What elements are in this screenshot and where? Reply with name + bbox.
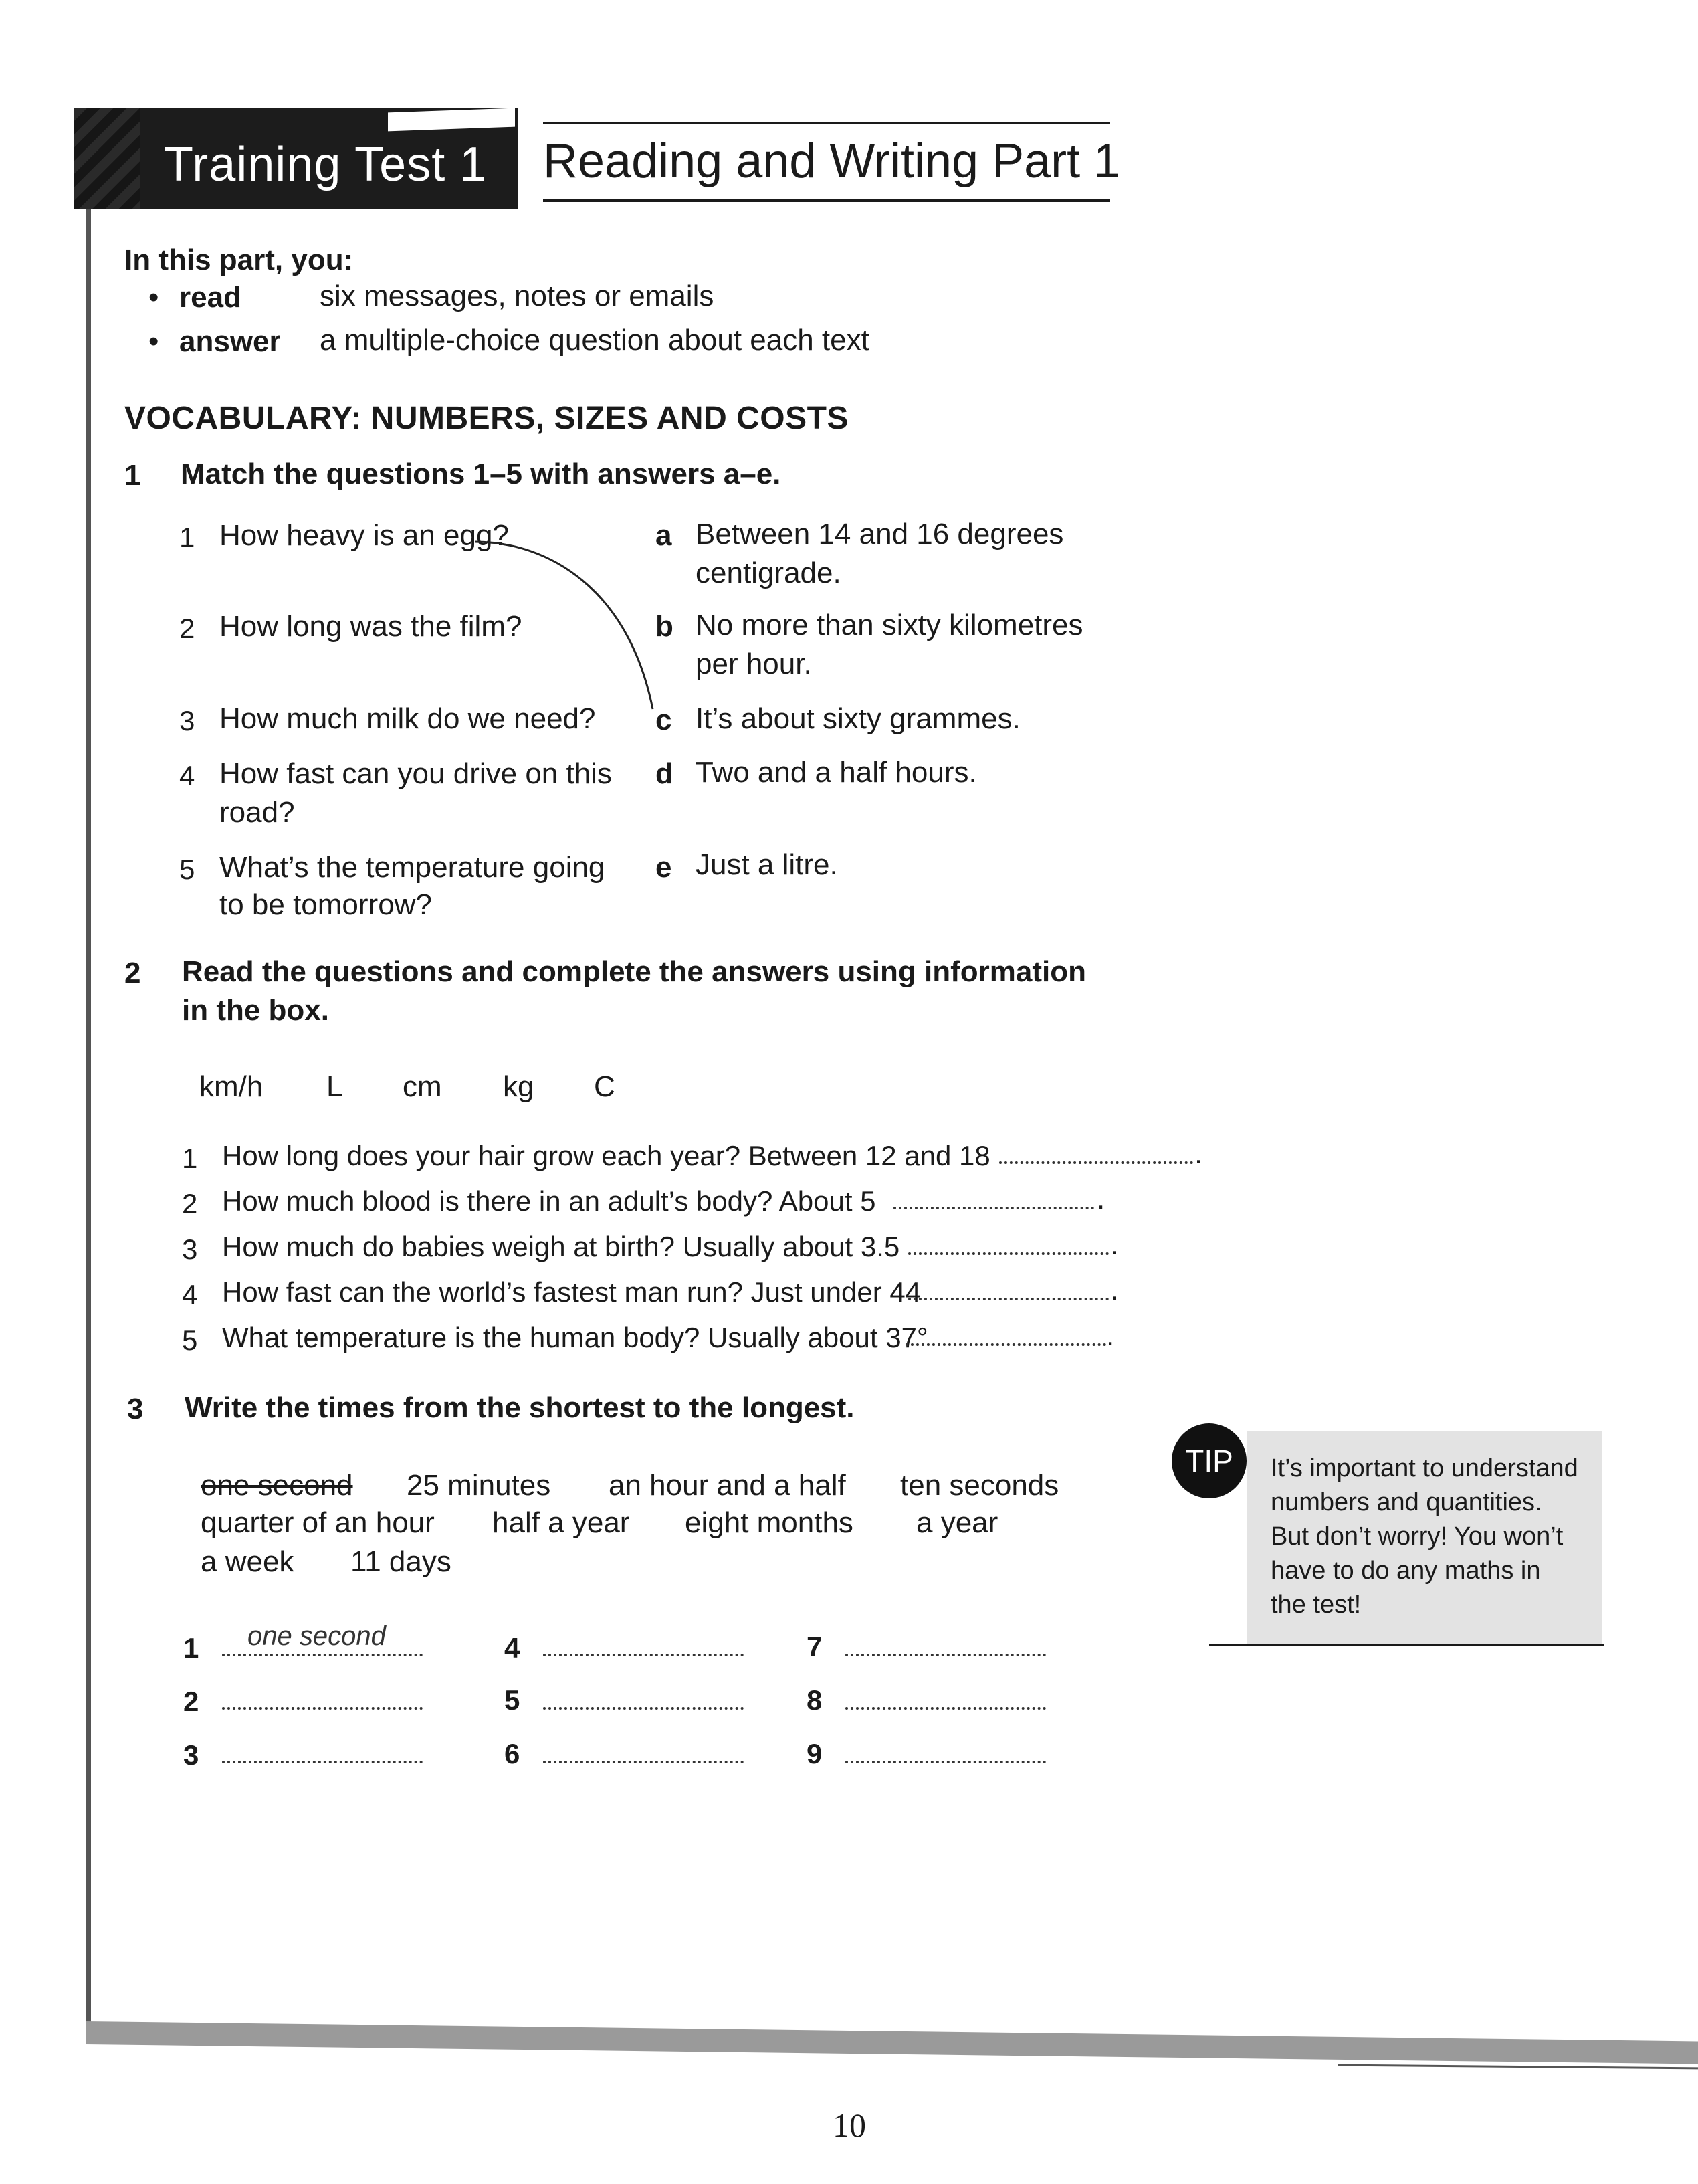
answer-text: It’s about sixty grammes.: [696, 702, 1021, 735]
blank-number: 4: [504, 1632, 520, 1664]
answer-blank[interactable]: [543, 1757, 744, 1763]
blank-number: 5: [504, 1684, 520, 1716]
time-word: eight months: [685, 1506, 853, 1539]
answer-text: Two and a half hours.: [696, 756, 977, 789]
unit-kmh: km/h: [199, 1070, 263, 1103]
full-stop: .: [1110, 1274, 1119, 1306]
time-word: a week: [201, 1545, 294, 1578]
unit-cm: cm: [403, 1070, 442, 1103]
page-number: 10: [833, 2106, 866, 2144]
question-text-cont: road?: [219, 796, 295, 829]
question-text-cont: to be tomorrow?: [219, 888, 432, 921]
vocabulary-heading: VOCABULARY: NUMBERS, SIZES AND COSTS: [124, 401, 849, 436]
time-word: half a year: [492, 1506, 630, 1539]
blank-number: 8: [807, 1684, 823, 1716]
item-number: 3: [182, 1233, 198, 1265]
time-word: a year: [916, 1506, 998, 1539]
answer-letter: b: [655, 610, 673, 643]
item-text: How much do babies weigh at birth? Usually about 3.5: [222, 1231, 900, 1262]
tip-line: But don’t worry! You won’t: [1271, 1522, 1564, 1551]
answer-blank[interactable]: [893, 1203, 1094, 1209]
full-stop: .: [1110, 1228, 1119, 1261]
unit-c: C: [594, 1070, 615, 1103]
question-text: How fast can you drive on this: [219, 757, 612, 790]
answer-letter: d: [655, 757, 673, 790]
tip-line: the test!: [1271, 1591, 1362, 1619]
answer-blank[interactable]: [999, 1157, 1193, 1164]
item-text: How long does your hair grow each year? Between 12 and 18: [222, 1140, 990, 1171]
blank-number: 9: [807, 1738, 823, 1769]
question-number: 4: [179, 760, 195, 791]
intro-verb-read: read: [179, 281, 241, 314]
intro-desc-read: six messages, notes or emails: [320, 280, 714, 312]
example-match-line: [468, 528, 669, 722]
tip-badge: TIP: [1172, 1423, 1247, 1498]
answer-text: Just a litre.: [696, 848, 838, 881]
page-frame-bottom: [86, 2021, 1698, 2064]
answer-letter: a: [655, 519, 672, 552]
answer-blank[interactable]: [845, 1703, 1046, 1710]
answer-text: No more than sixty kilometres: [696, 609, 1083, 641]
part-title: Reading and Writing Part 1: [543, 134, 1121, 188]
item-number: 5: [182, 1324, 198, 1356]
answer-letter: c: [655, 704, 672, 736]
page-frame-left: [86, 209, 91, 2028]
intro-desc-answer: a multiple-choice question about each text: [320, 324, 869, 357]
question-number: 5: [179, 854, 195, 885]
unit-litre: L: [326, 1070, 343, 1103]
question-text: How much milk do we need?: [219, 702, 596, 735]
exercise-2-instruction: Read the questions and complete the answers using information: [182, 955, 1086, 988]
answer-blank[interactable]: [543, 1703, 744, 1710]
item-number: 2: [182, 1188, 198, 1219]
exercise-3-instruction: Write the times from the shortest to the longest.: [185, 1391, 855, 1424]
question-text: How long was the film?: [219, 610, 522, 643]
header-rule-top: [543, 122, 1110, 124]
question-text: What’s the temperature going: [219, 851, 605, 884]
full-stop: .: [1106, 1319, 1115, 1352]
blank-number: 7: [807, 1631, 823, 1662]
answer-blank[interactable]: [845, 1650, 1046, 1656]
blank-number: 6: [504, 1738, 520, 1769]
test-title: Training Test 1: [164, 138, 488, 191]
tip-line: numbers and quantities.: [1271, 1488, 1542, 1516]
question-text: How heavy is an egg?: [219, 519, 509, 552]
question-number: 2: [179, 613, 195, 644]
time-word: quarter of an hour: [201, 1506, 435, 1539]
intro-verb-answer: answer: [179, 325, 281, 358]
time-word: 11 days: [350, 1545, 451, 1578]
exercise-3-number: 3: [127, 1393, 144, 1425]
unit-kg: kg: [503, 1070, 534, 1103]
answer-blank[interactable]: [908, 1294, 1109, 1300]
page-edge-line: [1338, 2064, 1698, 2070]
exercise-2-number: 2: [124, 957, 141, 989]
exercise-2-instruction-cont: in the box.: [182, 994, 329, 1027]
answer-blank[interactable]: [908, 1248, 1109, 1255]
answer-text-cont: per hour.: [696, 648, 812, 680]
question-number: 3: [179, 705, 195, 736]
intro-heading: In this part, you:: [124, 243, 354, 276]
exercise-1-number: 1: [124, 459, 141, 492]
full-stop: .: [1097, 1183, 1105, 1215]
exercise-1-instruction: Match the questions 1–5 with answers a–e.: [181, 458, 781, 490]
time-word: ten seconds: [900, 1469, 1059, 1502]
blank-number: 2: [183, 1686, 199, 1717]
tip-line: It’s important to understand: [1271, 1454, 1578, 1482]
tip-rule: [1209, 1644, 1604, 1646]
answer-blank[interactable]: [906, 1339, 1106, 1346]
tip-text: [1271, 1452, 1592, 1622]
header-rule-bottom: [543, 199, 1110, 202]
bullet-dot: •: [148, 281, 159, 314]
item-number: 4: [182, 1279, 198, 1310]
answer-letter: e: [655, 851, 672, 884]
answer-blank[interactable]: [543, 1650, 744, 1656]
item-text: What temperature is the human body? Usually about 37°: [222, 1322, 928, 1353]
answer-blank[interactable]: [222, 1757, 423, 1763]
answer-blank[interactable]: [845, 1757, 1046, 1763]
time-word: one second: [201, 1469, 353, 1502]
blank-number: 3: [183, 1739, 199, 1771]
bullet-dot: •: [148, 325, 159, 358]
blank-number: 1: [183, 1632, 199, 1664]
answer-blank[interactable]: [222, 1703, 423, 1710]
tip-line: have to do any maths in: [1271, 1557, 1541, 1585]
question-number: 1: [179, 522, 195, 553]
answer-text: Between 14 and 16 degrees: [696, 518, 1064, 551]
item-number: 1: [182, 1143, 198, 1174]
full-stop: .: [1194, 1137, 1203, 1170]
item-text: How much blood is there in an adult’s body? About 5: [222, 1185, 876, 1217]
example-answer: one second: [247, 1621, 386, 1651]
time-word: an hour and a half: [609, 1469, 846, 1502]
time-word: 25 minutes: [407, 1469, 551, 1502]
item-text: How fast can the world’s fastest man run? Just under 44: [222, 1276, 922, 1308]
answer-text-cont: centigrade.: [696, 557, 841, 589]
